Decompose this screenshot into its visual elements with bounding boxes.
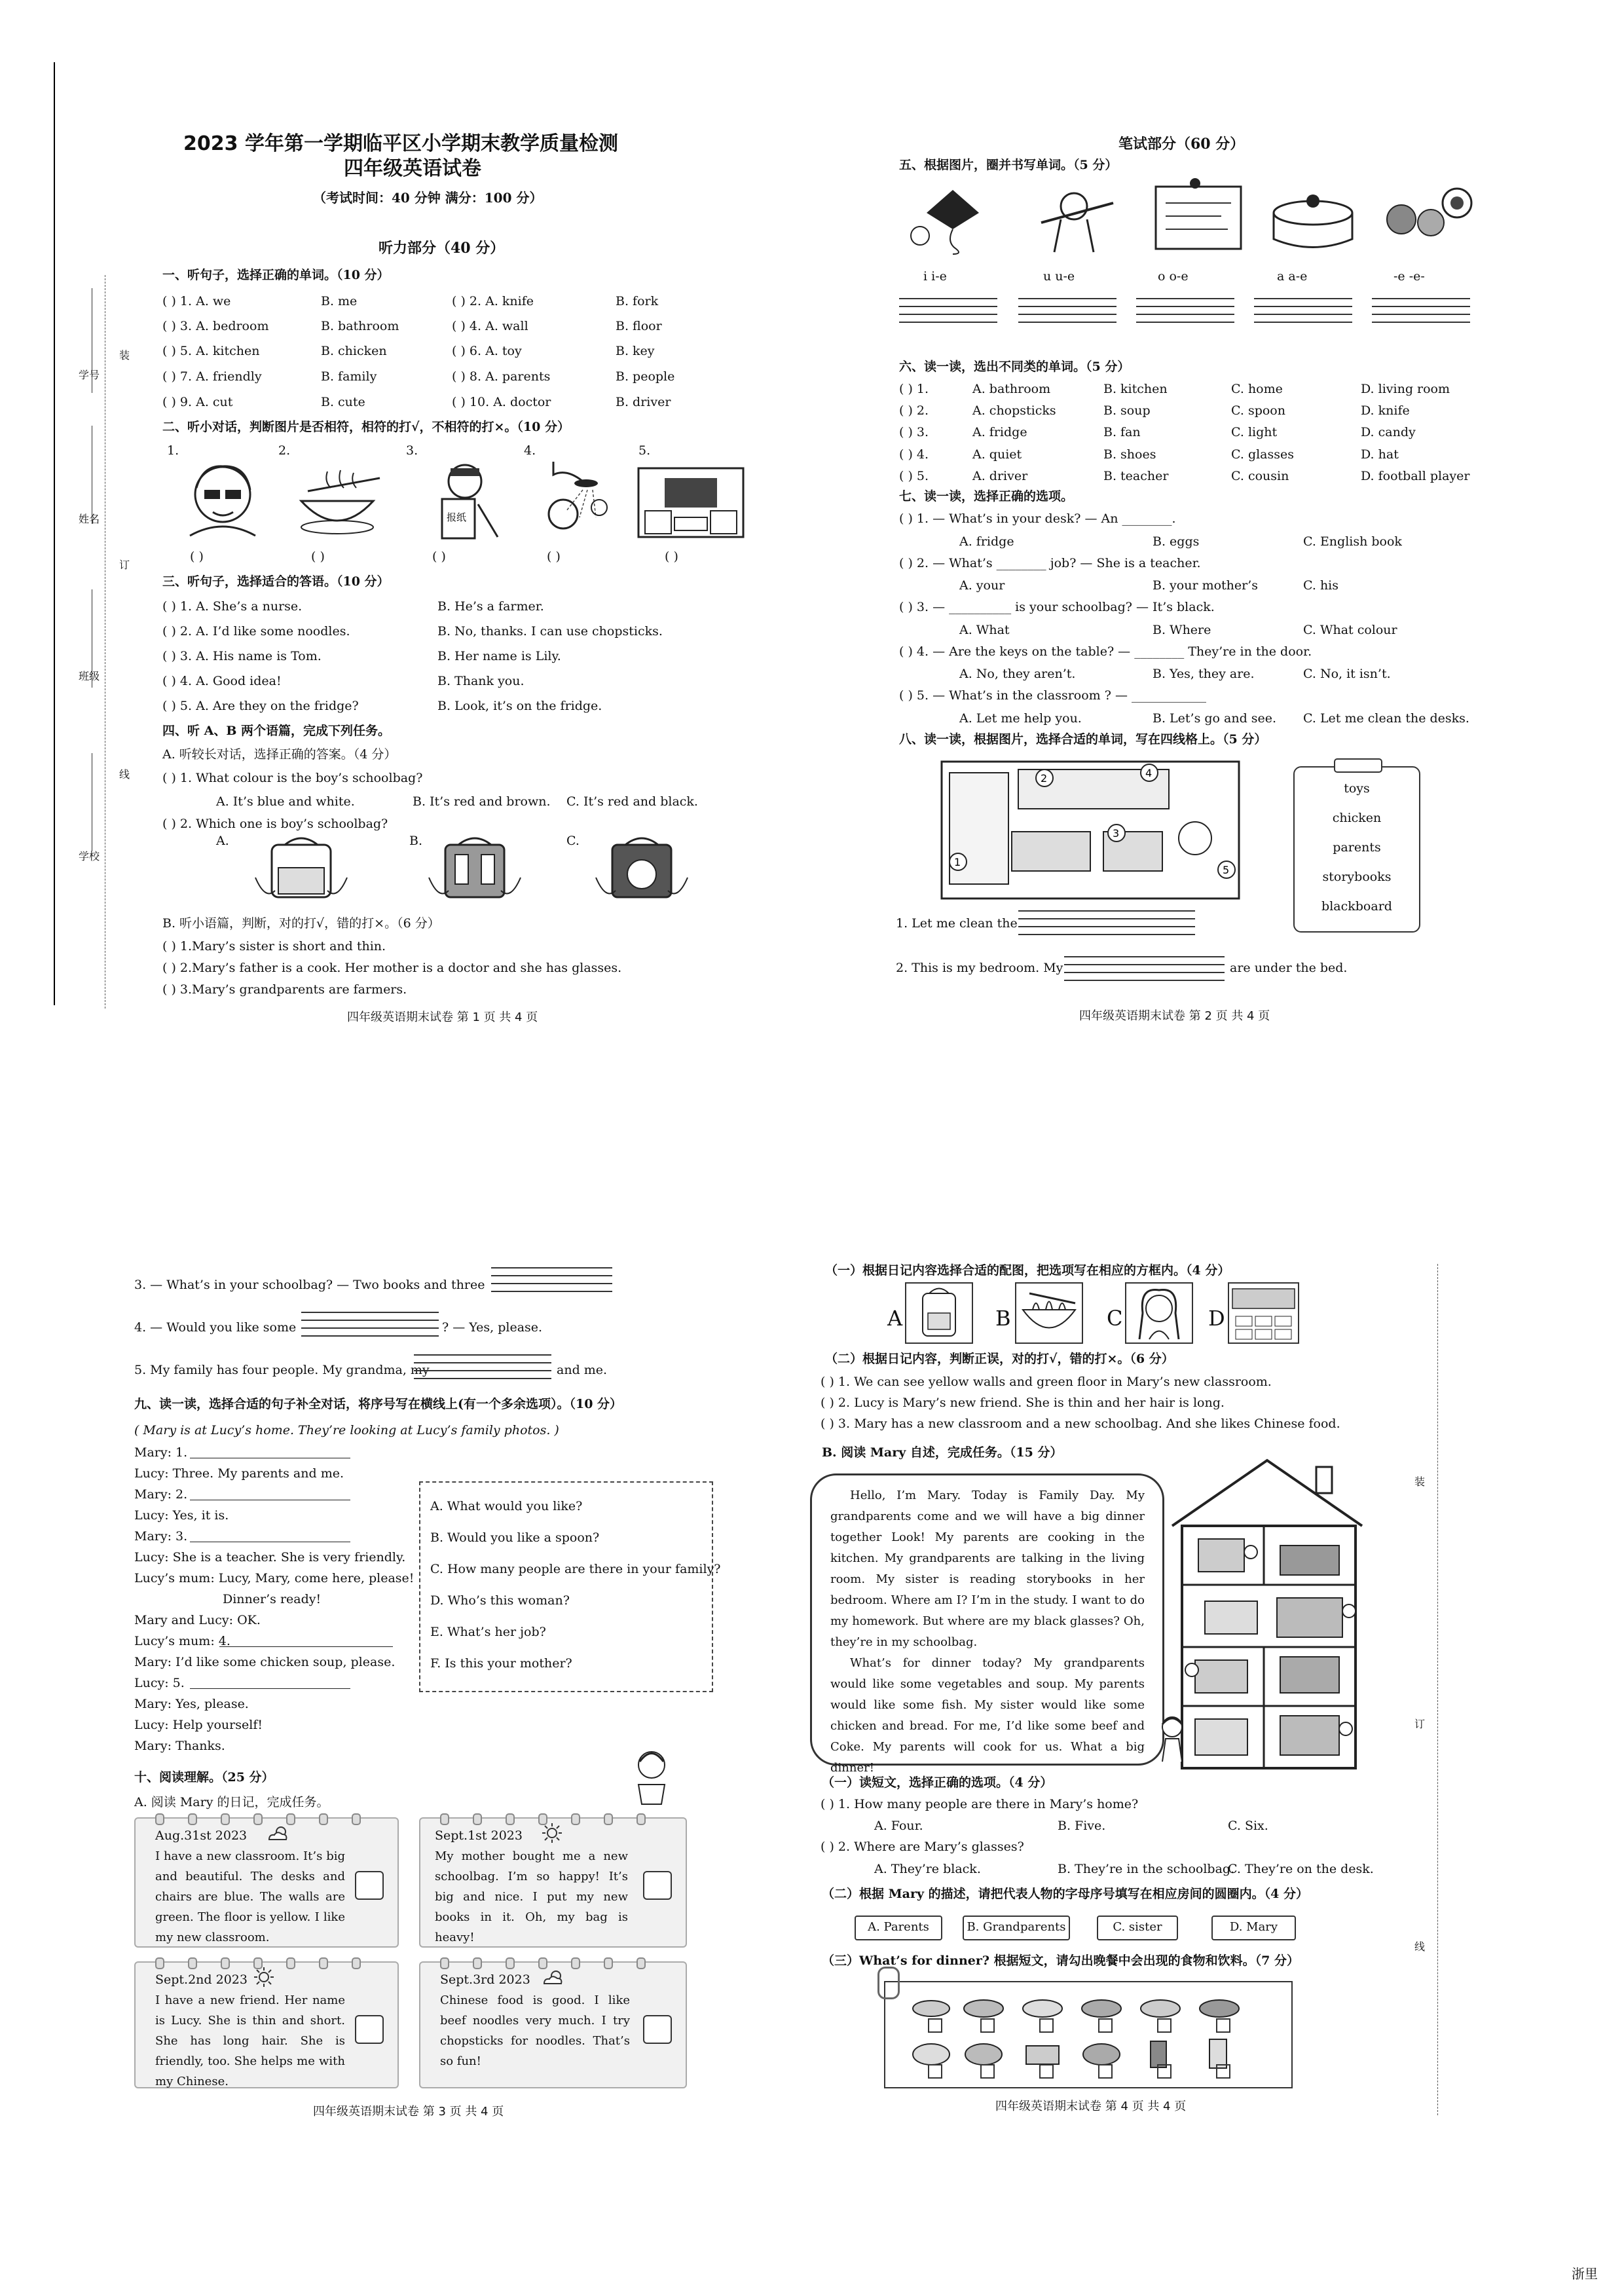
diary-card-3 bbox=[134, 1961, 399, 2088]
passage-paragraph-2: What’s for dinner today? My grandparents would like some vegetables and soup. My parents would like some fish. My sister would like some chicken and bread. For me, I’d like some beef and Coke. My parents will cook for us. What a big dinner! bbox=[830, 1656, 1145, 1775]
s9-option: D. Who’s this woman? bbox=[430, 1593, 570, 1608]
s1-item-option-b: B. chicken bbox=[321, 344, 387, 358]
r1-q1[interactable]: ( ) 1. How many people are there in Mary’s home? bbox=[821, 1797, 1139, 1811]
s6-item-paren[interactable]: ( ) 1. bbox=[899, 382, 929, 396]
margin-id-label: 学号 bbox=[79, 369, 100, 381]
s1-item-option-b: B. people bbox=[616, 369, 675, 384]
s8-q4-end: ? — Yes, please. bbox=[442, 1320, 543, 1335]
s9-option: F. Is this your mother? bbox=[430, 1656, 572, 1671]
dialogue-line: Lucy’s mum: Lucy, Mary, come here, please! bbox=[134, 1571, 415, 1585]
s6-option: B. soup bbox=[1103, 403, 1151, 418]
food-checkbox[interactable] bbox=[980, 2018, 995, 2033]
s8-q1: 1. Let me clean the bbox=[896, 916, 1018, 931]
dialogue-line: Lucy: Help yourself! bbox=[134, 1718, 263, 1732]
s6-item-paren[interactable]: ( ) 2. bbox=[899, 403, 929, 418]
s1-item[interactable]: ( ) 2. A. knife bbox=[452, 294, 534, 308]
kids-and-monkey-picture bbox=[1375, 183, 1480, 255]
food-checkbox[interactable] bbox=[1098, 2064, 1113, 2079]
s7-q4-option-a: A. No, they aren’t. bbox=[959, 667, 1076, 681]
sun-icon bbox=[253, 1967, 274, 1988]
picture-number-3: 3 bbox=[1113, 827, 1120, 840]
s7-q2-option-b: B. your mother’s bbox=[1153, 578, 1259, 593]
s6-option: D. knife bbox=[1361, 403, 1410, 418]
r1-q1-option-b: B. Five. bbox=[1058, 1819, 1106, 1833]
flute-player-picture bbox=[1022, 183, 1126, 255]
s7-q2-option-c: C. his bbox=[1303, 578, 1339, 593]
margin-xian: 线 bbox=[119, 768, 130, 781]
s6-option: A. chopsticks bbox=[972, 403, 1056, 418]
s1-item-option-b: B. bathroom bbox=[321, 319, 399, 333]
s6-option: A. driver bbox=[972, 469, 1028, 483]
dialogue-line: Mary: Thanks. bbox=[134, 1739, 225, 1753]
picture-number-1: 1 bbox=[954, 856, 961, 868]
s6-item-paren[interactable]: ( ) 5. bbox=[899, 469, 929, 483]
s7-q5-option-a: A. Let me help you. bbox=[959, 711, 1082, 726]
s9-option: E. What’s her job? bbox=[430, 1625, 546, 1639]
dialogue-line: Mary: 2. bbox=[134, 1487, 188, 1502]
s4-q1-option-b: B. It’s red and brown. bbox=[413, 794, 551, 809]
cloud-sun-icon bbox=[267, 1824, 289, 1843]
picture-number-2: 2 bbox=[1041, 772, 1048, 785]
s8-q4: 4. — Would you like some bbox=[134, 1320, 297, 1335]
page-3-footer: 四年级英语期末试卷 第 3 页 共 4 页 bbox=[313, 2105, 504, 2119]
word-bank-item: storybooks bbox=[1322, 870, 1392, 884]
margin-ding: 订 bbox=[119, 559, 130, 571]
s1-item[interactable]: ( ) 3. A. bedroom bbox=[162, 319, 269, 333]
s6-option: B. kitchen bbox=[1103, 382, 1168, 396]
s2-answer-5[interactable]: ( ) bbox=[665, 549, 678, 564]
diary-answer-box-1[interactable] bbox=[355, 1871, 384, 1900]
s6-heading: 六、读一读，选出不同类的单词。（5 分） bbox=[899, 360, 1130, 374]
exam-info: （考试时间：40 分钟 满分：100 分） bbox=[313, 190, 543, 206]
s6-option: C. glasses bbox=[1231, 447, 1295, 462]
s9-option: C. How many people are there in your family? bbox=[430, 1562, 721, 1576]
dialogue-line: Lucy: Yes, it is. bbox=[134, 1508, 229, 1523]
food-checkbox[interactable] bbox=[1039, 2064, 1054, 2079]
s7-q4-option-c: C. No, it isn’t. bbox=[1303, 667, 1391, 681]
dialogue-line: Lucy: 5. bbox=[134, 1676, 185, 1690]
s7-q3[interactable]: ( ) 3. — __________ is your schoolbag? — It’s black. bbox=[899, 600, 1215, 614]
s3-item-option-b: B. Her name is Lily. bbox=[437, 649, 561, 663]
s5-choice-3[interactable]: o o-e bbox=[1158, 269, 1189, 284]
s1-heading: 一、听句子，选择正确的单词。（10 分） bbox=[162, 268, 390, 282]
s8-q2-end: are under the bed. bbox=[1230, 961, 1348, 975]
s2-heading: 二、听小对话，判断图片是否相符，相符的打√，不相符的打×。（10 分） bbox=[162, 420, 570, 434]
s7-q2[interactable]: ( ) 2. — What’s ________ job? — She is a teacher. bbox=[899, 556, 1201, 570]
s6-option: C. cousin bbox=[1231, 469, 1289, 483]
p4-t2-item-3[interactable]: ( ) 3. Mary has a new classroom and a new schoolbag. And she likes Chinese food. bbox=[821, 1416, 1340, 1431]
dialogue-line: Mary and Lucy: OK. bbox=[134, 1613, 261, 1627]
word-bank-item: parents bbox=[1333, 840, 1381, 855]
p4-margin-ding: 订 bbox=[1414, 1718, 1426, 1730]
p4-t1-heading: （一）根据日记内容选择合适的配图，把选项写在相应的方框内。（4 分） bbox=[825, 1263, 1230, 1278]
s6-option: A. fridge bbox=[972, 425, 1027, 439]
s1-item-option-b: B. cute bbox=[321, 395, 365, 409]
s7-q1[interactable]: ( ) 1. — What’s in your desk? — An ________. bbox=[899, 511, 1176, 526]
r2-heading: （二）根据 Mary 的描述，请把代表人物的字母序号填写在相应房间的圆圈内。（4 分） bbox=[822, 1887, 1308, 1901]
t1-letter-c: C bbox=[1107, 1306, 1123, 1331]
r2-option-mary: D. Mary bbox=[1211, 1916, 1296, 1940]
word-bank-item: blackboard bbox=[1321, 899, 1392, 914]
schoolbag-a-picture bbox=[252, 832, 350, 904]
dialogue-line: Dinner’s ready! bbox=[223, 1592, 322, 1606]
clipboard-clip-icon bbox=[1334, 758, 1382, 773]
word-bank-item: toys bbox=[1344, 781, 1370, 796]
note-paper-picture bbox=[1143, 177, 1254, 255]
diary-body: I have a new classroom. It’s big and beautiful. The desks and chairs are blue. The walls are green. The floor is yellow. I like my new classroom. bbox=[155, 1849, 345, 1944]
s4-q1[interactable]: ( ) 1. What colour is the boy’s schoolbag? bbox=[162, 771, 423, 785]
shower-picture bbox=[527, 458, 619, 540]
man-reading-newspaper-picture bbox=[419, 458, 511, 540]
cake-picture bbox=[1264, 187, 1362, 255]
s4-q2-option-b: B. bbox=[409, 834, 423, 848]
s4-q1-option-c: C. It’s red and black. bbox=[566, 794, 698, 809]
diary-answer-box-3[interactable] bbox=[355, 2015, 384, 2044]
dialogue-line: Lucy: Three. My parents and me. bbox=[134, 1466, 344, 1481]
s6-option: C. spoon bbox=[1231, 403, 1285, 418]
p4-margin-xian: 线 bbox=[1414, 1940, 1426, 1953]
food-grid bbox=[884, 1981, 1293, 2088]
s7-q3-option-b: B. Where bbox=[1153, 623, 1211, 637]
s3-item[interactable]: ( ) 4. A. Good idea! bbox=[162, 674, 282, 688]
r1-q2[interactable]: ( ) 2. Where are Mary’s glasses? bbox=[821, 1840, 1024, 1854]
s4-b-item-1[interactable]: ( ) 1.Mary’s sister is short and thin. bbox=[162, 939, 386, 954]
r1-heading: （一）读短文，选择正确的选项。（4 分） bbox=[822, 1775, 1053, 1790]
margin-zhuang: 装 bbox=[119, 349, 130, 361]
s1-item-option-b: B. me bbox=[321, 294, 358, 308]
word-bank bbox=[1293, 766, 1420, 933]
s1-item[interactable]: ( ) 10. A. doctor bbox=[452, 395, 551, 409]
page-2-footer: 四年级英语期末试卷 第 2 页 共 4 页 bbox=[1079, 1009, 1270, 1023]
s1-item-option-b: B. driver bbox=[616, 395, 671, 409]
s4-q2[interactable]: ( ) 2. Which one is boy’s schoolbag? bbox=[162, 817, 388, 831]
s9-intro: ( Mary is at Lucy’s home. They’re looking at Lucy’s family photos. ) bbox=[134, 1423, 559, 1437]
classroom-picture bbox=[940, 760, 1241, 900]
living-room-picture bbox=[635, 465, 747, 540]
paperclip-icon bbox=[877, 1967, 900, 1999]
dialogue-line: Lucy: She is a teacher. She is very friendly. bbox=[134, 1550, 406, 1565]
schoolbag-b-picture bbox=[426, 832, 524, 904]
s6-option: D. hat bbox=[1361, 447, 1399, 462]
diary-card-4 bbox=[419, 1961, 687, 2088]
p4-b-heading: B. 阅读 Mary 自述，完成任务。（15 分） bbox=[822, 1445, 1063, 1460]
s8-q5: 5. My family has four people. My grandma, my bbox=[134, 1363, 430, 1377]
cloud-sun-icon bbox=[542, 1968, 564, 1988]
corner-label: 浙里 bbox=[1572, 2266, 1598, 2282]
s2-answer-4[interactable]: ( ) bbox=[547, 549, 561, 564]
s9-heading: 九、读一读，选择合适的句子补全对话，将序号写在横线上(有一个多余选项）。（10 分） bbox=[134, 1397, 623, 1411]
newspaper-text: 报纸 bbox=[447, 511, 467, 523]
picture-number-5: 5 bbox=[1223, 864, 1230, 876]
margin-name-label: 姓名 bbox=[79, 513, 100, 525]
s6-option: C. light bbox=[1231, 425, 1278, 439]
s1-item[interactable]: ( ) 5. A. kitchen bbox=[162, 344, 260, 358]
blank-5[interactable] bbox=[190, 1688, 350, 1689]
s2-answer-1[interactable]: ( ) bbox=[190, 549, 204, 564]
s8-q5-end: and me. bbox=[557, 1363, 608, 1377]
sun-icon bbox=[542, 1823, 563, 1843]
diary-date: Sept.3rd 2023 bbox=[440, 1972, 530, 1987]
s4-b-item-2[interactable]: ( ) 2.Mary’s father is a cook. Her mother is a doctor and she has glasses. bbox=[162, 961, 622, 975]
s4-a-heading: A. 听较长对话，选择正确的答案。（4 分） bbox=[162, 747, 397, 762]
p4-t2-item-1[interactable]: ( ) 1. We can see yellow walls and green floor in Mary’s new classroom. bbox=[821, 1375, 1272, 1389]
r1-q1-option-a: A. Four. bbox=[874, 1819, 923, 1833]
r2-option-parents: A. Parents bbox=[855, 1916, 942, 1940]
s4-q2-option-c: C. bbox=[566, 834, 580, 848]
s7-q1-option-c: C. English book bbox=[1303, 534, 1402, 549]
s7-q3-option-a: A. What bbox=[959, 623, 1010, 637]
food-checkbox[interactable] bbox=[1098, 2018, 1113, 2033]
s5-choice-4[interactable]: a a-e bbox=[1277, 269, 1308, 284]
exam-title: 2023 学年第一学期临平区小学期末教学质量检测 bbox=[183, 132, 618, 155]
s2-num-3: 3. bbox=[406, 443, 418, 458]
dialogue-line: Mary: Yes, please. bbox=[134, 1697, 249, 1711]
diary-body: My mother bought me a new schoolbag. I’m so happy! It’s big and nice. I put my new books in it. Oh, my bag is heavy! bbox=[435, 1849, 628, 1944]
s2-answer-2[interactable]: ( ) bbox=[311, 549, 325, 564]
s9-option: B. Would you like a spoon? bbox=[430, 1530, 600, 1545]
s6-option: B. teacher bbox=[1103, 469, 1169, 483]
noodles-picture[interactable] bbox=[1015, 1282, 1083, 1344]
s2-num-1: 1. bbox=[167, 443, 179, 458]
s1-item[interactable]: ( ) 9. A. cut bbox=[162, 395, 233, 409]
s6-option: B. fan bbox=[1103, 425, 1141, 439]
s6-item-paren[interactable]: ( ) 3. bbox=[899, 425, 929, 439]
s3-heading: 三、听句子，选择适合的答语。（10 分） bbox=[162, 574, 390, 589]
r1-q2-option-c: C. They’re on the desk. bbox=[1228, 1862, 1374, 1876]
dialogue-line: Mary: 3. bbox=[134, 1529, 188, 1544]
s6-option: A. bathroom bbox=[972, 382, 1051, 396]
diary-card-1 bbox=[134, 1817, 399, 1948]
s3-item[interactable]: ( ) 5. A. Are they on the fridge? bbox=[162, 699, 359, 713]
s10-a-heading: A. 阅读 Mary 的日记，完成任务。 bbox=[134, 1795, 329, 1809]
r1-q2-option-a: A. They’re black. bbox=[874, 1862, 981, 1876]
s7-q3-option-c: C. What colour bbox=[1303, 623, 1397, 637]
written-header: 笔试部分（60 分） bbox=[1118, 136, 1245, 153]
s1-item[interactable]: ( ) 4. A. wall bbox=[452, 319, 528, 333]
food-checkbox[interactable] bbox=[928, 2064, 942, 2079]
s7-q1-option-b: B. eggs bbox=[1153, 534, 1200, 549]
s2-num-5: 5. bbox=[638, 443, 651, 458]
margin-school-label: 学校 bbox=[79, 850, 100, 862]
s7-heading: 七、读一读，选择正确的选项。 bbox=[899, 489, 1074, 504]
s3-item-option-b: B. He’s a farmer. bbox=[437, 599, 544, 614]
diary-body: Chinese food is good. I like beef noodles very much. I try chopsticks for noodles. That’s so fun! bbox=[440, 1993, 630, 2068]
s6-option: D. living room bbox=[1361, 382, 1450, 396]
diary-body: I have a new friend. Her name is Lucy. She is thin and short. She has long hair. She is friendly, too. She helps me with my Chinese. bbox=[155, 1993, 345, 2088]
t1-letter-a: A bbox=[887, 1306, 903, 1331]
kite-picture bbox=[900, 183, 1005, 255]
s9-option: A. What would you like? bbox=[430, 1499, 583, 1513]
page-4-footer: 四年级英语期末试卷 第 4 页 共 4 页 bbox=[995, 2100, 1187, 2113]
r1-q1-option-c: C. Six. bbox=[1228, 1819, 1268, 1833]
r3-heading: （三）What’s for dinner? 根据短文，请勾出晚餐中会出现的食物和饮料。（7 分） bbox=[822, 1953, 1299, 1968]
s4-q1-option-a: A. It’s blue and white. bbox=[216, 794, 355, 809]
s7-q1-option-a: A. fridge bbox=[959, 534, 1014, 549]
s3-item-option-b: B. Thank you. bbox=[437, 674, 525, 688]
s4-b-item-3[interactable]: ( ) 3.Mary’s grandparents are farmers. bbox=[162, 982, 407, 997]
girl-portrait-picture[interactable] bbox=[1125, 1282, 1193, 1344]
dialogue-line: Lucy’s mum: 4. bbox=[134, 1634, 231, 1648]
s6-option: D. candy bbox=[1361, 425, 1416, 439]
s5-heading: 五、根据图片，圈并书写单词。（5 分） bbox=[899, 158, 1118, 172]
r2-option-sister: C. sister bbox=[1097, 1916, 1178, 1940]
s8-heading: 八、读一读，根据图片，选择合适的单词，写在四线格上。（5 分） bbox=[899, 732, 1267, 747]
r2-option-grandparents: B. Grandparents bbox=[963, 1916, 1070, 1940]
margin-class-label: 班级 bbox=[79, 670, 100, 682]
s7-q4-option-b: B. Yes, they are. bbox=[1153, 667, 1255, 681]
noodle-bowl-picture bbox=[288, 465, 386, 537]
dialogue-line: Mary: 1. bbox=[134, 1445, 188, 1460]
mary-figure-picture bbox=[1153, 1713, 1192, 1765]
s2-num-4: 4. bbox=[524, 443, 536, 458]
s3-item-option-b: B. Look, it’s on the fridge. bbox=[437, 699, 602, 713]
p4-t2-item-2[interactable]: ( ) 2. Lucy is Mary’s new friend. She is thin and her hair is long. bbox=[821, 1396, 1225, 1410]
s1-item-option-b: B. floor bbox=[616, 319, 662, 333]
s5-choice-2[interactable]: u u-e bbox=[1043, 269, 1075, 284]
s5-choice-1[interactable]: i i-e bbox=[923, 269, 947, 284]
s3-item-option-b: B. No, thanks. I can use chopsticks. bbox=[437, 624, 663, 639]
s3-item[interactable]: ( ) 3. A. His name is Tom. bbox=[162, 649, 322, 663]
s1-item[interactable]: ( ) 6. A. toy bbox=[452, 344, 522, 358]
s4-heading: 四、听 A、B 两个语篇，完成下列任务。 bbox=[162, 724, 391, 738]
food-checkbox[interactable] bbox=[980, 2064, 995, 2079]
s1-item-option-b: B. fork bbox=[616, 294, 659, 308]
diary-date: Sept.1st 2023 bbox=[435, 1828, 523, 1843]
p4-margin-zhuang: 装 bbox=[1414, 1475, 1426, 1488]
blank-4[interactable] bbox=[219, 1646, 393, 1647]
s7-q4[interactable]: ( ) 4. — Are the keys on the table? — ________ They’re in the door. bbox=[899, 644, 1312, 659]
exam-subtitle: 四年级英语试卷 bbox=[344, 157, 481, 180]
s10-heading: 十、阅读理解。（25 分） bbox=[134, 1770, 274, 1785]
passage-paragraph-1: Hello, I’m Mary. Today is Family Day. My grandparents come and we will have a big dinner together Look! My parents are cooking in the kitchen. My grandparents are talking in the living room. My sister is reading storybooks in her bedroom. Where am I? I’m in the study. I want to do my homework. But where are my black glasses? Oh, they’re in my schoolbag. bbox=[830, 1489, 1145, 1649]
s6-option: B. shoes bbox=[1103, 447, 1156, 462]
s2-answer-3[interactable]: ( ) bbox=[432, 549, 446, 564]
food-checkbox[interactable] bbox=[1157, 2064, 1172, 2079]
s7-q5-option-c: C. Let me clean the desks. bbox=[1303, 711, 1469, 726]
s7-q5-option-b: B. Let’s go and see. bbox=[1153, 711, 1277, 726]
s1-item[interactable]: ( ) 8. A. parents bbox=[452, 369, 551, 384]
food-checkbox[interactable] bbox=[1216, 2064, 1230, 2079]
picture-number-4: 4 bbox=[1145, 767, 1153, 779]
s3-item[interactable]: ( ) 2. A. I’d like some noodles. bbox=[162, 624, 350, 639]
s2-num-2: 2. bbox=[278, 443, 291, 458]
r1-q2-option-b: B. They’re in the schoolbag. bbox=[1058, 1862, 1235, 1876]
woman-sunglasses-picture bbox=[177, 458, 268, 537]
s7-q2-option-a: A. your bbox=[959, 578, 1005, 593]
s9-options-box bbox=[419, 1481, 721, 1692]
dialogue-line: Mary: I’d like some chicken soup, please. bbox=[134, 1655, 396, 1669]
s5-choice-5[interactable]: -e -e- bbox=[1393, 269, 1425, 284]
s3-item[interactable]: ( ) 1. A. She’s a nurse. bbox=[162, 599, 303, 614]
diary-answer-box-2[interactable] bbox=[643, 1871, 672, 1900]
s8-q3: 3. — What’s in your schoolbag? — Two books and three bbox=[134, 1278, 485, 1292]
binding-edge bbox=[54, 62, 55, 1005]
diary-date: Aug.31st 2023 bbox=[155, 1828, 248, 1843]
backpack-picture[interactable] bbox=[905, 1282, 973, 1344]
t1-letter-b: B bbox=[995, 1306, 1011, 1331]
diary-date: Sept.2nd 2023 bbox=[155, 1972, 248, 1987]
s8-q2: 2. This is my bedroom. My bbox=[896, 961, 1063, 975]
food-checkbox[interactable] bbox=[1039, 2018, 1054, 2033]
p4-t2-heading: （二）根据日记内容，判断正误，对的打√，错的打×。（6 分） bbox=[825, 1352, 1174, 1366]
s1-item-option-b: B. key bbox=[616, 344, 655, 358]
s6-option: C. home bbox=[1231, 382, 1283, 396]
mary-passage-bubble bbox=[810, 1473, 1164, 1775]
food-checkbox[interactable] bbox=[1216, 2018, 1230, 2033]
s1-item-option-b: B. family bbox=[321, 369, 377, 384]
s4-b-heading: B. 听小语篇，判断，对的打√，错的打×。（6 分） bbox=[162, 916, 440, 931]
listening-header: 听力部分（40 分） bbox=[378, 240, 505, 257]
diary-answer-box-4[interactable] bbox=[643, 2015, 672, 2044]
t1-letter-d: D bbox=[1208, 1306, 1225, 1331]
word-bank-item: chicken bbox=[1332, 811, 1382, 825]
food-checkbox[interactable] bbox=[1157, 2018, 1172, 2033]
s6-option: A. quiet bbox=[972, 447, 1022, 462]
p4-cut-line bbox=[1437, 1264, 1438, 2115]
classroom-desks-picture[interactable] bbox=[1228, 1282, 1299, 1344]
food-checkbox[interactable] bbox=[928, 2018, 942, 2033]
girl-with-book-picture bbox=[625, 1745, 678, 1807]
s1-item[interactable]: ( ) 1. A. we bbox=[162, 294, 231, 308]
diary-card-2 bbox=[419, 1817, 687, 1948]
schoolbag-c-picture bbox=[593, 832, 691, 904]
s7-q5[interactable]: ( ) 5. — What’s in the classroom ? — ____________ bbox=[899, 688, 1207, 703]
page-1-footer: 四年级英语期末试卷 第 1 页 共 4 页 bbox=[347, 1010, 538, 1024]
s6-item-paren[interactable]: ( ) 4. bbox=[899, 447, 929, 462]
s1-item[interactable]: ( ) 7. A. friendly bbox=[162, 369, 262, 384]
s4-q2-option-a: A. bbox=[216, 834, 229, 848]
s6-option: D. football player bbox=[1361, 469, 1470, 483]
